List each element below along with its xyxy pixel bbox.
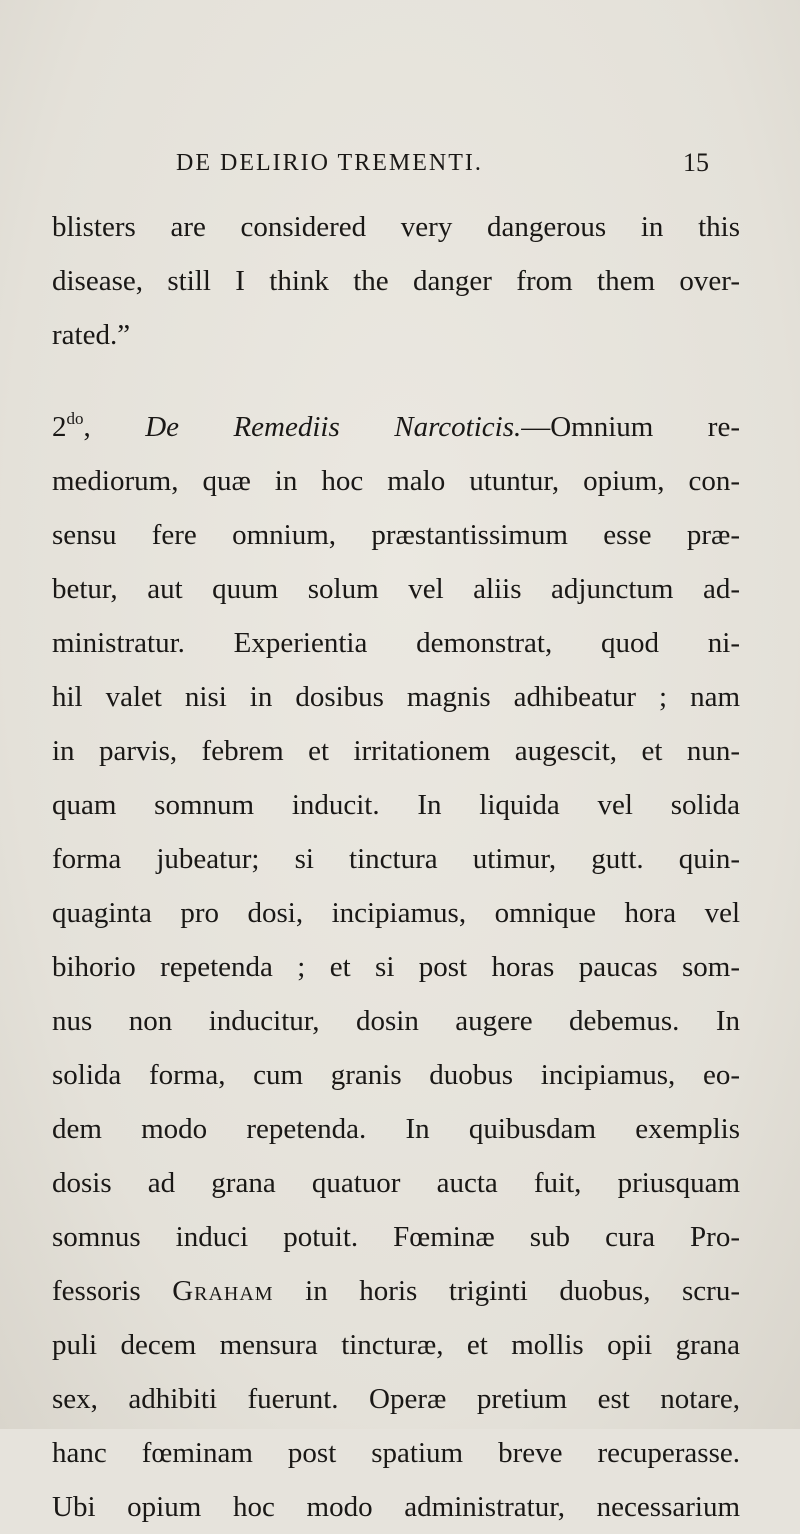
section-ordinal: 2 xyxy=(52,411,67,443)
section-comma: , xyxy=(83,411,91,443)
text-line: mediorum, quæ in hoc malo utuntur, opium, con- xyxy=(52,465,740,497)
person-name: Graham xyxy=(172,1275,274,1307)
text-line: solida forma, cum granis duobus incipiamus, eo- xyxy=(52,1059,740,1091)
text-line: rated.” xyxy=(52,319,131,351)
section-title: De Remediis Narcoticis. xyxy=(145,411,522,443)
text-line: sex, adhibiti fuerunt. Operæ pretium est notare, xyxy=(52,1383,740,1415)
text-line: betur, aut quum solum vel aliis adjunctum ad- xyxy=(52,573,740,605)
text-line: blisters are considered very dangerous in this xyxy=(52,211,740,243)
text-line: dem modo repetenda. In quibusdam exemplis xyxy=(52,1113,740,1145)
running-head xyxy=(0,146,800,180)
text-line: hanc fœminam post spatium breve recuperasse. xyxy=(52,1437,740,1469)
text-line: bihorio repetenda ; et si post horas paucas som- xyxy=(52,951,740,983)
text-line: sensu fere omnium, præstantissimum esse præ- xyxy=(52,519,740,551)
text-line: quaginta pro dosi, incipiamus, omnique hora vel xyxy=(52,897,740,929)
text-line: forma jubeatur; si tinctura utimur, gutt. quin- xyxy=(52,843,740,875)
text-line: somnus induci potuit. Fœminæ sub cura Pro- xyxy=(52,1221,740,1253)
section-number xyxy=(52,411,91,443)
running-title: DE DELIRIO TREMENTI. xyxy=(176,150,483,176)
text-line: dosis ad grana quatuor aucta fuit, priusquam xyxy=(52,1167,740,1199)
page-number: 15 xyxy=(683,148,709,177)
text-fragment: in horis triginti duobus, scru- xyxy=(305,1275,740,1307)
section-heading-line xyxy=(52,400,740,454)
text-line: Ubi opium hoc modo administratur, necessarium xyxy=(52,1491,740,1523)
text-line: in parvis, febrem et irritationem augescit, et nun- xyxy=(52,735,740,767)
body-text xyxy=(52,200,740,1534)
text-line: nus non inducitur, dosin augere debemus. In xyxy=(52,1005,740,1037)
section-lead-text: —Omnium re- xyxy=(521,411,740,443)
text-line xyxy=(52,1264,740,1318)
paragraph-gap xyxy=(52,362,740,400)
text-line: disease, still I think the danger from them over- xyxy=(52,265,740,297)
text-line: hil valet nisi in dosibus magnis adhibeatur ; nam xyxy=(52,681,740,713)
section-ordinal-suffix: do xyxy=(66,409,84,428)
text-line: ministratur. Experientia demonstrat, quod ni- xyxy=(52,627,740,659)
text-line: quam somnum inducit. In liquida vel solida xyxy=(52,789,740,821)
text-fragment: fessoris xyxy=(52,1275,141,1307)
text-line: puli decem mensura tincturæ, et mollis opii grana xyxy=(52,1329,740,1361)
